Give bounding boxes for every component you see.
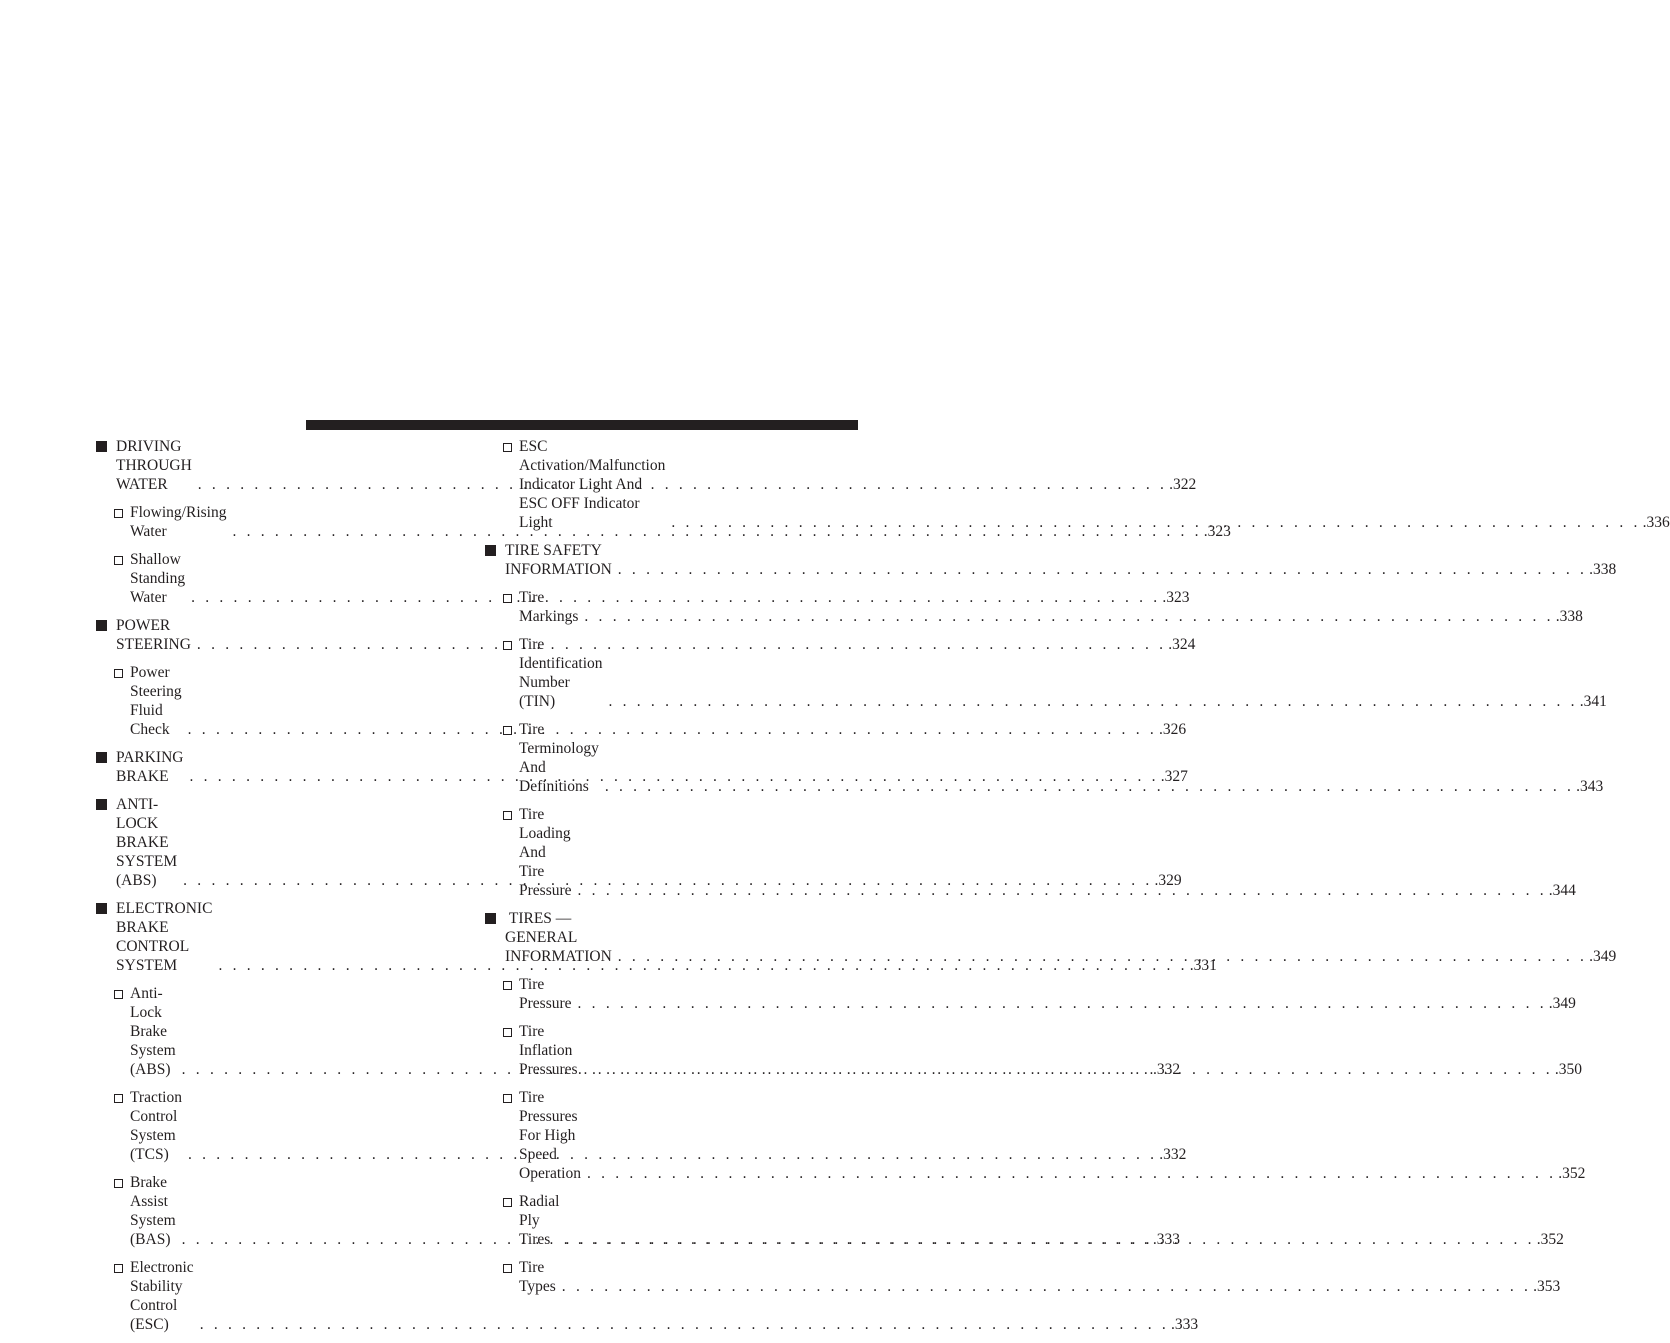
toc-entry-title: TIRES — GENERAL INFORMATION xyxy=(505,910,612,965)
hollow-square-bullet-icon xyxy=(503,726,512,735)
dot-leader xyxy=(584,607,1553,626)
toc-page-number: .349 xyxy=(1548,995,1576,1012)
toc-entry-title: Tire Types xyxy=(519,1259,556,1295)
toc-entry-title: Traction Control System (TCS) xyxy=(130,1089,186,1163)
toc-section-entry[interactable] xyxy=(485,541,1617,579)
toc-entry-title xyxy=(519,437,670,532)
toc-entry-title-line2: ESC OFF Indicator Light xyxy=(519,495,644,531)
toc-entry-title: ANTI-LOCK BRAKE SYSTEM (ABS) xyxy=(116,796,182,889)
header-rule xyxy=(306,420,858,430)
filled-square-bullet-icon xyxy=(96,752,107,763)
toc-page-number: .332 xyxy=(1159,1146,1187,1163)
toc-section-entry[interactable] xyxy=(96,616,1196,654)
hollow-square-bullet-icon xyxy=(503,811,512,820)
toc-entry-title: Tire Markings xyxy=(519,589,579,625)
filled-square-bullet-icon xyxy=(96,903,107,914)
hollow-square-bullet-icon xyxy=(503,443,512,452)
toc-entry-title: Shallow Standing Water xyxy=(130,551,189,606)
toc-entry-title: Tire Terminology And Definitions xyxy=(519,721,602,795)
toc-entry-title: Tire Pressures For High Speed Operation xyxy=(519,1089,582,1182)
dot-leader xyxy=(618,947,1587,966)
toc-entry-title: Tire Loading And Tire Pressure xyxy=(519,806,574,899)
toc-page-number: .341 xyxy=(1579,693,1607,710)
filled-square-bullet-icon xyxy=(485,913,496,924)
toc-page-number: .352 xyxy=(1558,1165,1586,1182)
toc-entry-title: Brake Assist System (BAS) xyxy=(130,1174,180,1248)
toc-page-number: .331 xyxy=(1189,957,1217,974)
hollow-square-bullet-icon xyxy=(114,1179,123,1188)
toc-page-number: .338 xyxy=(1555,608,1583,625)
toc-entry-title: Power Steering Fluid Check xyxy=(130,664,186,738)
filled-square-bullet-icon xyxy=(96,799,107,810)
toc-entry-title: Flowing/Rising Water xyxy=(130,504,231,540)
toc-page-number: .332 xyxy=(1152,1061,1181,1078)
dot-leader xyxy=(578,994,1547,1013)
dot-leader xyxy=(565,1230,1534,1249)
toc-page-number: .327 xyxy=(1160,768,1188,785)
dot-leader xyxy=(608,692,1577,711)
filled-square-bullet-icon xyxy=(96,620,107,631)
toc-entry-title-line1: ESC Activation/Malfunction Indicator Light And xyxy=(519,438,670,493)
toc-entry-title: TIRE SAFETY INFORMATION xyxy=(505,542,612,578)
toc-page-number: .326 xyxy=(1158,721,1187,738)
toc-entry-title: Tire Identification Number (TIN) xyxy=(519,636,607,710)
dot-leader xyxy=(584,1060,1553,1079)
toc-entry-title: PARKING BRAKE xyxy=(116,749,188,785)
toc-page-number: .338 xyxy=(1589,561,1617,578)
hollow-square-bullet-icon xyxy=(114,556,123,565)
dot-leader xyxy=(562,1277,1531,1296)
toc-page-number: .333 xyxy=(1152,1231,1181,1248)
toc-entry-title: Tire Pressure xyxy=(519,976,572,1012)
hollow-square-bullet-icon xyxy=(503,1028,512,1037)
dot-leader xyxy=(200,1315,1169,1334)
toc-page-number: .353 xyxy=(1533,1278,1561,1295)
dot-leader xyxy=(605,777,1574,796)
toc-entry-title: DRIVING THROUGH WATER xyxy=(116,438,196,493)
toc-page-number: .344 xyxy=(1548,882,1576,899)
filled-square-bullet-icon xyxy=(96,441,107,452)
dot-leader xyxy=(671,513,1640,532)
dot-leader xyxy=(618,560,1587,579)
toc-page-number: .350 xyxy=(1554,1061,1582,1078)
hollow-square-bullet-icon xyxy=(114,990,123,999)
hollow-square-bullet-icon xyxy=(503,1264,512,1273)
toc-page-number: .329 xyxy=(1154,872,1182,889)
toc-page-number: .323 xyxy=(1162,589,1190,606)
toc-page-number: .323 xyxy=(1203,523,1231,540)
toc-page-number: .324 xyxy=(1168,636,1196,653)
hollow-square-bullet-icon xyxy=(114,509,123,518)
hollow-square-bullet-icon xyxy=(503,641,512,650)
toc-entry-title: Radial Ply Tires xyxy=(519,1193,564,1248)
toc-page-number: .343 xyxy=(1576,778,1604,795)
hollow-square-bullet-icon xyxy=(503,594,512,603)
toc-page-number: .336 xyxy=(1642,514,1670,531)
toc-entry-title: POWER STEERING xyxy=(116,617,191,653)
toc-entry-title: Electronic Stability Control (ESC) xyxy=(130,1259,198,1333)
toc-entry-title: ELECTRONIC BRAKE CONTROL SYSTEM xyxy=(116,900,217,974)
toc-subsection-entry[interactable] xyxy=(485,975,1576,1013)
toc-entry-title: Anti-Lock Brake System (ABS) xyxy=(130,985,180,1078)
hollow-square-bullet-icon xyxy=(114,1094,123,1103)
dot-leader xyxy=(578,881,1547,900)
toc-page-number: .322 xyxy=(1169,476,1197,493)
toc-page-number: .349 xyxy=(1589,948,1617,965)
toc-page-number: .333 xyxy=(1170,1316,1199,1333)
hollow-square-bullet-icon xyxy=(503,1198,512,1207)
dot-leader xyxy=(587,1164,1556,1183)
hollow-square-bullet-icon xyxy=(114,669,123,678)
filled-square-bullet-icon xyxy=(485,545,496,556)
hollow-square-bullet-icon xyxy=(114,1264,123,1273)
toc-subsection-entry[interactable] xyxy=(485,1258,1561,1296)
toc-entry-title: Tire Inflation Pressures xyxy=(519,1023,578,1078)
toc-page-number: .352 xyxy=(1536,1231,1564,1248)
hollow-square-bullet-icon xyxy=(503,1094,512,1103)
hollow-square-bullet-icon xyxy=(503,981,512,990)
